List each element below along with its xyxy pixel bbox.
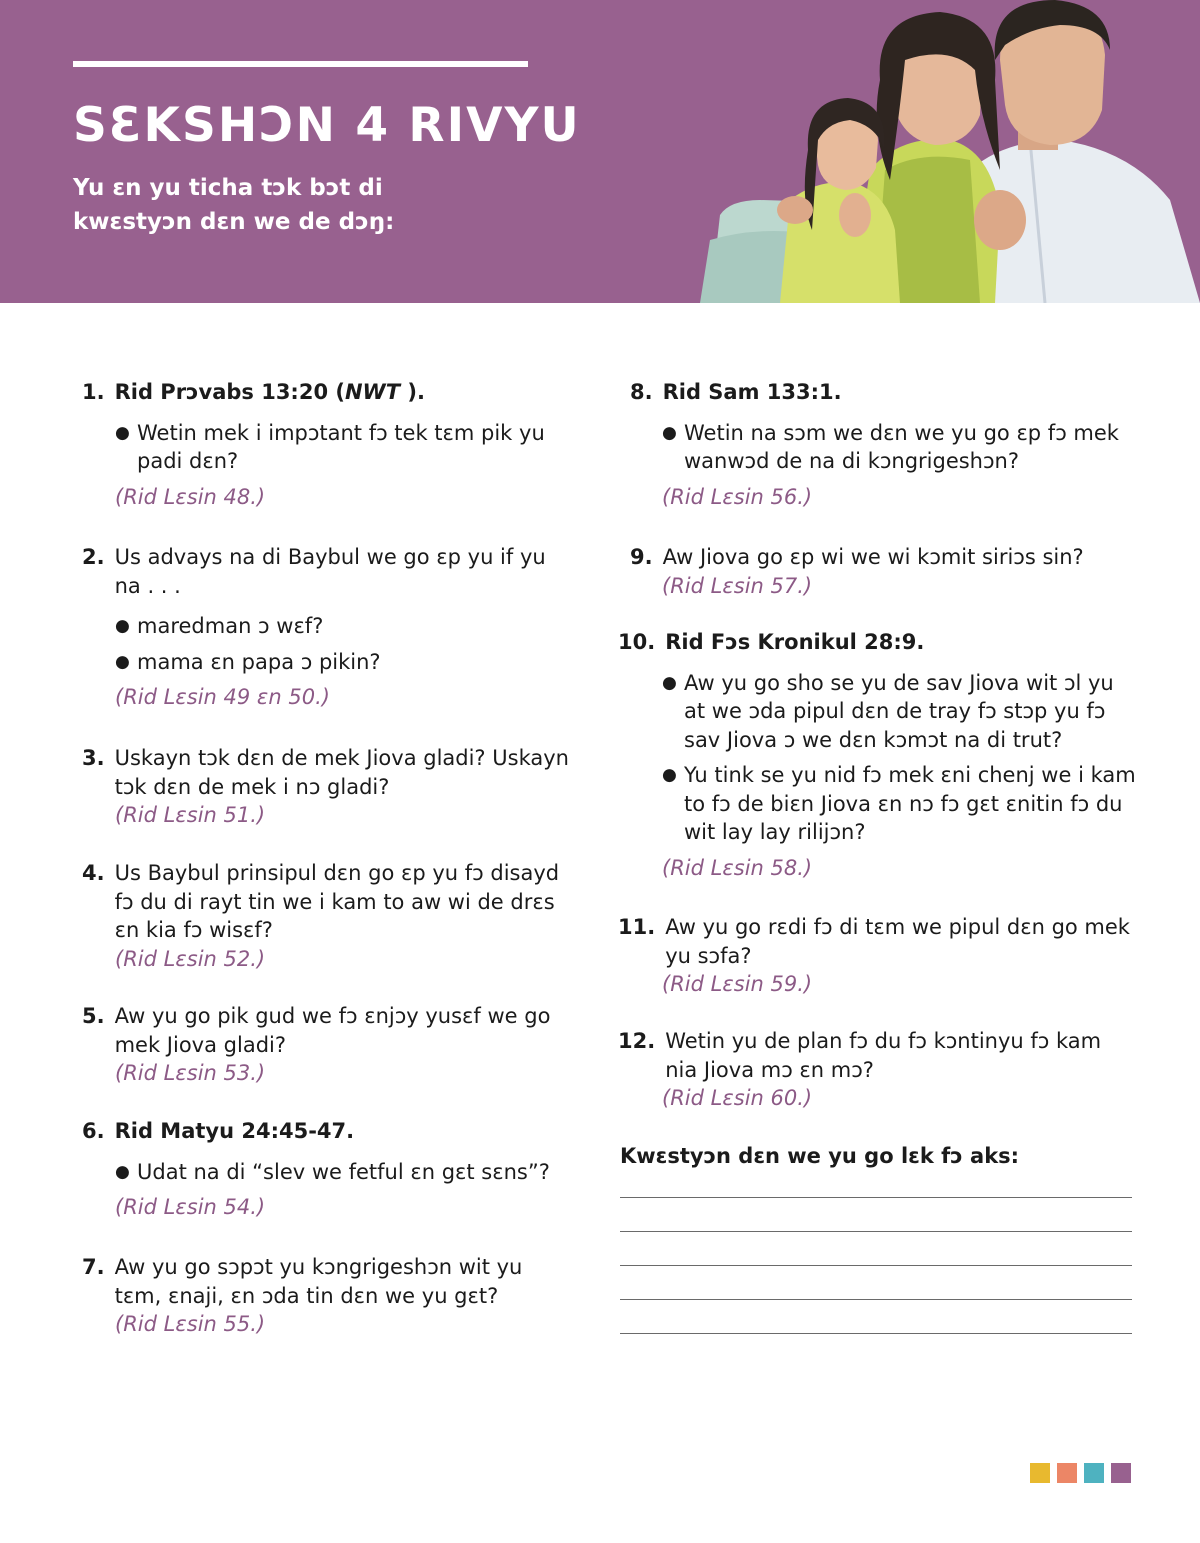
note-writing-line[interactable]: [620, 1333, 1132, 1334]
question-text: Us Baybul prinsipul dɛn go ɛp yu fɔ disayd fɔ du di rayt tin we i kam to aw wi de drɛs ɛn kia fɔ wisɛf?: [114, 861, 560, 942]
question-text: Uskayn tɔk dɛn de mek Jiova gladi? Uskayn tɔk dɛn de mek i nɔ gladi?: [114, 746, 569, 799]
swatch-purple: [1111, 1463, 1131, 1483]
note-writing-line[interactable]: [620, 1299, 1132, 1300]
lesson-reference: (Rid Lɛsin 57.): [662, 573, 813, 598]
question-number: 5.: [82, 1004, 105, 1028]
swatch-yellow: [1030, 1463, 1050, 1483]
family-praying-illustration: [700, 0, 1200, 303]
question-12: [618, 1027, 1138, 1113]
question-text: Aw yu go pik gud we fɔ ɛnjɔy yusɛf we go mek Jiova gladi?: [114, 1004, 551, 1057]
question-number: 8.: [630, 380, 653, 404]
note-writing-line[interactable]: [620, 1197, 1132, 1198]
page-title: SƐKSHƆN 4 RIVYU: [73, 98, 581, 153]
bullet-item: ● Aw yu go sho se yu de sav Jiova wit ɔl yu at we ɔda pipul dɛn de tray fɔ stɔp yu fɔ sav Jiova ɔ we dɛn kɔmɔt na di trut?: [662, 670, 1114, 752]
lesson-reference: (Rid Lɛsin 59.): [662, 972, 813, 996]
question-4: [82, 859, 572, 973]
bullet-item: ● Udat na di “slev we fetful ɛn gɛt sɛns”?: [115, 1159, 550, 1184]
question-text: Rid Prɔvabs 13:20 (NWT ).: [114, 380, 425, 404]
lesson-reference: (Rid Lɛsin 51.): [115, 803, 266, 827]
question-number: 3.: [82, 746, 105, 770]
color-swatches: [1030, 1463, 1131, 1483]
question-text: Aw Jiova go ɛp wi we wi kɔmit siriɔs sin?: [662, 545, 1084, 569]
question-11: [618, 913, 1138, 999]
question-text: Aw yu go sɔpɔt yu kɔngrigeshɔn wit yu tɛm, ɛnaji, ɛn ɔda tin dɛn we yu gɛt?: [114, 1255, 523, 1308]
question-text: Rid Sam 133:1.: [662, 380, 842, 404]
question-number: 6.: [82, 1119, 105, 1143]
lesson-reference: (Rid Lɛsin 53.): [115, 1061, 266, 1085]
question-number: 10.: [618, 630, 656, 654]
swatch-coral: [1057, 1463, 1077, 1483]
bullet-item: ● mama ɛn papa ɔ pikin?: [115, 649, 381, 674]
bullet-item: ● Wetin mek i impɔtant fɔ tek tɛm pik yu padi dɛn?: [115, 420, 545, 473]
lesson-reference: (Rid Lɛsin 52.): [115, 946, 266, 971]
lesson-reference: (Rid Lɛsin 60.): [662, 1086, 813, 1110]
note-writing-line[interactable]: [620, 1265, 1132, 1266]
question-number: 7.: [82, 1255, 105, 1279]
header-rule: [73, 61, 528, 67]
question-10: [618, 628, 1138, 882]
question-number: 9.: [630, 545, 653, 569]
question-number: 12.: [618, 1029, 656, 1053]
swatch-teal: [1084, 1463, 1104, 1483]
bullet-item: ● maredman ɔ wɛf?: [115, 614, 324, 638]
page-subtitle: Yu ɛn yu ticha tɔk bɔt di kwɛstyɔn dɛn we de dɔŋ:: [73, 175, 395, 235]
bullet-item: ● Yu tink se yu nid fɔ mek ɛni chenj we i kam to fɔ de biɛn Jiova ɛn nɔ fɔ gɛt ɛnitin fɔ du wit lay lay rilijɔn?: [662, 763, 1136, 844]
question-7: [82, 1253, 572, 1339]
question-9: [618, 543, 1138, 600]
lesson-reference: (Rid Lɛsin 54.): [115, 1195, 266, 1219]
header-banner: [0, 0, 1200, 303]
question-2: [82, 543, 572, 712]
note-writing-line[interactable]: [620, 1231, 1132, 1232]
question-5: [82, 1002, 572, 1088]
question-number: 1.: [82, 380, 105, 404]
question-text: Rid Matyu 24:45-47.: [114, 1119, 355, 1143]
lesson-reference: (Rid Lɛsin 48.): [115, 484, 266, 509]
lesson-reference: (Rid Lɛsin 55.): [115, 1312, 266, 1336]
lesson-reference: (Rid Lɛsin 49 ɛn 50.): [115, 685, 330, 709]
question-number: 4.: [82, 861, 105, 885]
lesson-reference: (Rid Lɛsin 56.): [662, 484, 813, 509]
question-text: Aw yu go rɛdi fɔ di tɛm we pipul dɛn go mek yu sɔfa?: [665, 915, 1130, 968]
question-number: 2.: [82, 545, 105, 569]
question-text: Wetin yu de plan fɔ du fɔ kɔntinyu fɔ kam nia Jiova mɔ ɛn mɔ?: [665, 1029, 1102, 1082]
question-3: [82, 744, 572, 830]
question-1: [82, 378, 572, 511]
lesson-reference: (Rid Lɛsin 58.): [662, 855, 813, 880]
question-number: 11.: [618, 915, 656, 939]
notes-heading: Kwɛstyɔn dɛn we yu go lɛk fɔ aks:: [620, 1144, 1020, 1168]
question-text: Rid Fɔs Kronikul 28:9.: [665, 630, 925, 654]
question-6: [82, 1117, 572, 1222]
bullet-item: ● Wetin na sɔm we dɛn we yu go ɛp fɔ mek wanwɔd de na di kɔngrigeshɔn?: [662, 420, 1119, 473]
question-8: [618, 378, 1138, 511]
question-text: Us advays na di Baybul we go ɛp yu if yu na . . .: [114, 545, 546, 598]
